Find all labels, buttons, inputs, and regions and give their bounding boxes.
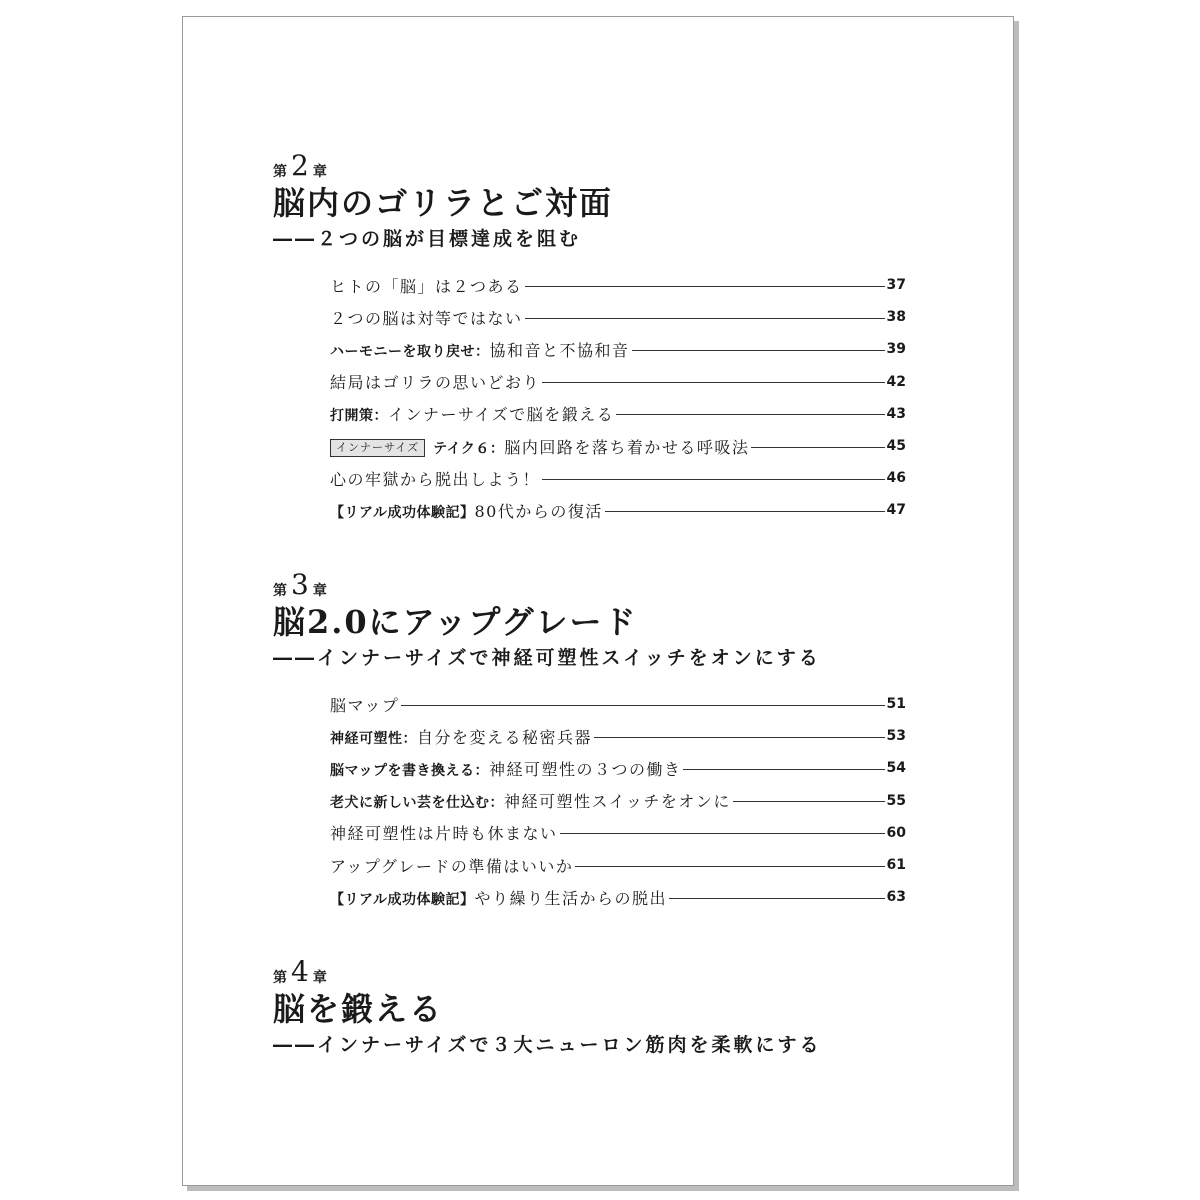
chapter-label [273, 570, 933, 600]
toc-entry[interactable] [330, 301, 906, 333]
toc-list [330, 269, 906, 527]
toc-entry-title: 神経可塑性は片時も休まない [330, 824, 558, 844]
toc-entry[interactable] [330, 849, 906, 881]
innersize-tag: インナーサイズ [330, 439, 425, 457]
leader-line [605, 511, 885, 512]
chapter-label [273, 957, 933, 987]
toc-entry-bold: 老犬に新しい芸を仕込む： [330, 795, 504, 812]
toc-page-number: 63 [886, 889, 906, 906]
toc-page-number: 38 [886, 309, 906, 326]
toc-page-number: 42 [886, 373, 906, 390]
chapter-3 [273, 570, 933, 913]
leader-line [616, 414, 884, 415]
toc-entry-title: 脳マップ [330, 695, 400, 715]
toc-page-number: 53 [886, 728, 906, 745]
toc-entry-bold: 脳マップを書き換える： [330, 762, 489, 779]
leader-line [401, 705, 884, 706]
toc-entry-title: ２つの脳は対等ではない [330, 308, 523, 328]
toc-entry-title: 脳内回路を落ち着かせる呼吸法 [504, 437, 750, 457]
toc-entry-title: 結局はゴリラの思いどおり [330, 373, 541, 393]
toc-entry-title: 心の牢獄から脱出しよう！ [330, 469, 541, 489]
chapter-title: 脳を鍛える [273, 990, 444, 1028]
toc-entry[interactable] [330, 785, 906, 817]
chapter-number: 4 [291, 955, 309, 988]
toc-list [330, 688, 906, 913]
toc-entry[interactable] [330, 366, 906, 398]
toc-entry-text [330, 821, 558, 844]
toc-entry-text [330, 854, 573, 877]
chapter-subtitle: ――インナーサイズで３大ニューロン筋肉を柔軟にする [273, 1034, 822, 1056]
leader-line [669, 898, 885, 899]
toc-entry[interactable] [330, 398, 906, 430]
toc-entry-bold: 【リアル成功体験記】 [330, 891, 475, 908]
chapter-suffix: 章 [312, 970, 327, 986]
toc-entry[interactable] [330, 817, 906, 849]
leader-line [733, 801, 885, 802]
toc-entry-bold: 【リアル成功体験記】 [330, 504, 475, 521]
toc-entry-text [330, 757, 681, 780]
toc-page-number: 39 [886, 341, 906, 358]
toc-entry-title: 自分を変える秘密兵器 [417, 727, 593, 747]
chapter-suffix: 章 [312, 583, 327, 599]
toc-page-number: 60 [886, 824, 906, 841]
toc-entry-text [330, 693, 399, 716]
chapter-title: 脳内のゴリラとご対面 [273, 184, 614, 222]
toc-entry-text [330, 274, 523, 297]
toc-entry[interactable] [330, 752, 906, 784]
leader-line [594, 737, 885, 738]
toc-entry-title: 神経可塑性の３つの働き [488, 759, 682, 779]
leader-line [683, 769, 884, 770]
leader-line [525, 286, 885, 287]
toc-entry-text [330, 725, 592, 748]
toc-entry-text [330, 306, 523, 329]
chapter-number: 3 [291, 568, 309, 601]
chapter-4 [273, 957, 933, 1059]
book-page [182, 16, 1014, 1186]
toc-entry[interactable] [330, 430, 906, 462]
leader-line [542, 479, 885, 480]
leader-line [525, 318, 885, 319]
chapter-subtitle: ――インナーサイズで神経可塑性スイッチをオンにする [273, 647, 821, 669]
toc-entry[interactable] [330, 462, 906, 494]
chapter-suffix: 章 [312, 164, 327, 180]
toc-page-number: 43 [886, 405, 906, 422]
toc-entry-bold: テイク６： [433, 440, 505, 457]
chapter-title: 脳2.0にアップグレード [273, 603, 638, 641]
toc-entry-text [330, 886, 667, 909]
toc-entry-title: ヒトの「脳」は２つある [330, 276, 523, 296]
toc-page-number: 61 [886, 857, 906, 874]
toc-entry-title: 80代からの復活 [474, 501, 603, 521]
toc-entry-text [330, 370, 540, 393]
toc-entry-text [330, 338, 630, 361]
chapter-subtitle: ――２つの脳が目標達成を阻む [273, 228, 582, 250]
toc-entry-bold: ハーモニーを取り戻せ： [330, 343, 490, 360]
leader-line [751, 447, 884, 448]
toc-page-number: 55 [886, 792, 906, 809]
leader-line [542, 382, 885, 383]
toc-page-number: 37 [886, 277, 906, 294]
toc-entry[interactable] [330, 881, 906, 913]
toc-entry[interactable] [330, 494, 906, 526]
leader-line [560, 833, 885, 834]
toc-page-number: 45 [886, 438, 906, 455]
toc-page-number: 54 [886, 760, 906, 777]
toc-entry-title: やり繰り生活からの脱出 [474, 888, 667, 908]
leader-line [632, 350, 885, 351]
chapter-2 [273, 151, 933, 527]
chapter-label [273, 151, 933, 181]
toc-page-number: 47 [886, 502, 906, 519]
toc-entry-title: 協和音と不協和音 [489, 340, 630, 360]
toc-entry-text [330, 789, 731, 812]
toc-entry-text [330, 467, 540, 490]
toc-entry-bold: 神経可塑性： [330, 730, 417, 747]
leader-line [575, 866, 884, 867]
toc-entry[interactable] [330, 333, 906, 365]
toc-entry-bold: 打開策： [330, 408, 388, 425]
chapter-prefix: 第 [273, 970, 287, 986]
chapter-prefix: 第 [273, 164, 287, 180]
toc-entry-text [330, 435, 749, 458]
toc-page-number: 46 [886, 470, 906, 487]
toc-entry-title: 神経可塑性スイッチをオンに [504, 792, 731, 812]
toc-entry[interactable] [330, 720, 906, 752]
toc-entry[interactable] [330, 269, 906, 301]
toc-entry-text [330, 499, 603, 522]
toc-entry-title: アップグレードの準備はいいか [330, 856, 574, 876]
toc-entry-text [330, 402, 614, 425]
chapter-prefix: 第 [273, 583, 287, 599]
toc-page-number: 51 [886, 696, 906, 713]
toc-entry[interactable] [330, 688, 906, 720]
toc-entry-title: インナーサイズで脳を鍛える [388, 405, 615, 425]
chapter-number: 2 [291, 149, 309, 182]
